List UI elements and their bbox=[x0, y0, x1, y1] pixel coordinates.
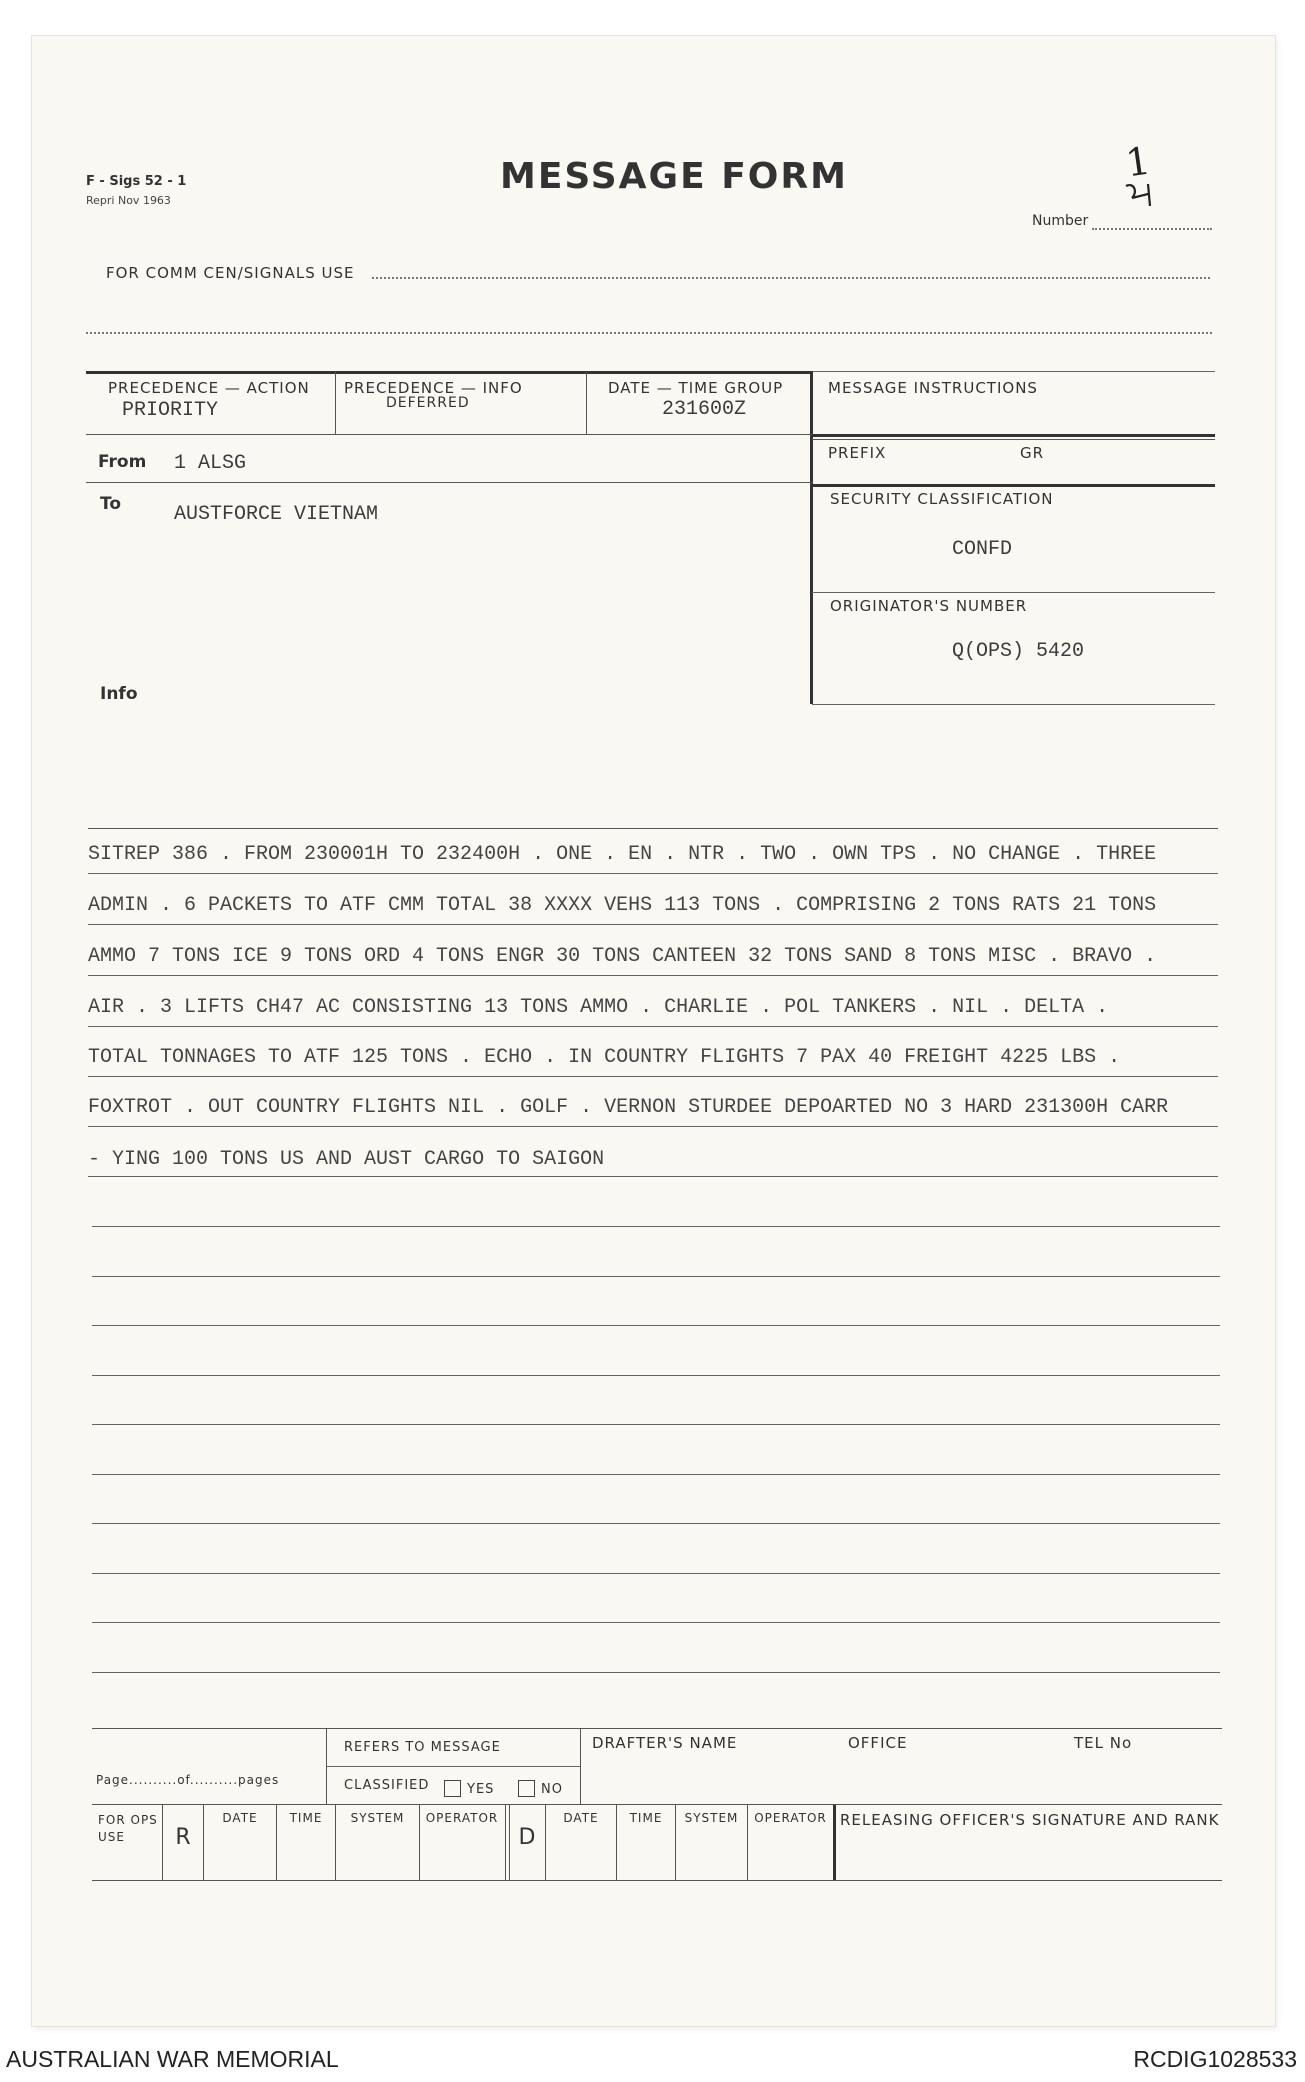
ops-use-top-rule bbox=[92, 1804, 1222, 1805]
d-operator-label: OPERATOR bbox=[754, 1811, 827, 1825]
comm-cen-label: FOR COMM CEN/SIGNALS USE bbox=[106, 264, 355, 282]
d-system-label: SYSTEM bbox=[684, 1811, 739, 1825]
dtg-value: 231600Z bbox=[662, 398, 747, 421]
blank-rule-2 bbox=[92, 1276, 1220, 1277]
d-date-label: DATE bbox=[563, 1811, 599, 1825]
handwritten-number-mark: 1 bbox=[1123, 138, 1154, 186]
dtg-label: DATE — TIME GROUP bbox=[608, 379, 784, 397]
precedence-divider-2 bbox=[586, 372, 587, 434]
body-line-4: AIR . 3 LIFTS CH47 AC CONSISTING 13 TONS AMMO . CHARLIE . POL TANKERS . NIL . DELTA . bbox=[88, 996, 1109, 1019]
gr-label: GR bbox=[1020, 444, 1045, 462]
precedence-top-border bbox=[86, 371, 812, 374]
no-checkbox[interactable] bbox=[518, 1780, 535, 1797]
instructions-top-border bbox=[812, 371, 1215, 372]
body-rule-7 bbox=[88, 1176, 1218, 1177]
originators-number-label: ORIGINATOR'S NUMBER bbox=[830, 597, 1028, 615]
security-classification-value: CONFD bbox=[952, 538, 1013, 561]
comm-cen-line-1 bbox=[372, 277, 1210, 279]
form-code: F - Sigs 52 - 1 bbox=[86, 174, 187, 189]
from-bottom-border bbox=[86, 482, 812, 483]
form-reprint-date: Repri Nov 1963 bbox=[86, 194, 171, 207]
to-label: To bbox=[100, 494, 122, 514]
classified-label: CLASSIFIED bbox=[344, 1778, 430, 1793]
body-rule-3 bbox=[88, 975, 1218, 976]
body-line-3: AMMO 7 TONS ICE 9 TONS ORD 4 TONS ENGR 30 TONS CANTEEN 32 TONS SAND 8 TONS MISC . BRAVO . bbox=[88, 945, 1157, 968]
form-title: MESSAGE FORM bbox=[500, 156, 848, 197]
body-line-1: SITREP 386 . FROM 230001H TO 232400H . ONE . EN . NTR . TWO . OWN TPS . NO CHANGE . THREE bbox=[88, 843, 1157, 866]
footer-institution: AUSTRALIAN WAR MEMORIAL bbox=[6, 2046, 339, 2072]
originators-number-value: Q(OPS) 5420 bbox=[952, 640, 1085, 663]
body-rule-2 bbox=[88, 924, 1218, 925]
d-label: D bbox=[518, 1825, 536, 1850]
tel-no-label: TEL No bbox=[1074, 1734, 1133, 1752]
body-line-6: FOXTROT . OUT COUNTRY FLIGHTS NIL . GOLF . VERNON STURDEE DEPOARTED NO 3 HARD 231300H CARR bbox=[88, 1096, 1169, 1119]
ops-col-6 bbox=[505, 1805, 506, 1880]
prefix-label: PREFIX bbox=[828, 444, 887, 462]
body-top-rule bbox=[88, 828, 1218, 829]
right-block-divider bbox=[810, 371, 813, 704]
number-label: Number bbox=[1032, 213, 1089, 229]
body-rule-4 bbox=[88, 1026, 1218, 1027]
bottom-block-top-rule bbox=[92, 1728, 1222, 1729]
page-of-pages: Page..........of..........pages bbox=[96, 1773, 280, 1787]
from-label: From bbox=[98, 452, 147, 472]
precedence-bottom-border bbox=[86, 434, 812, 435]
yes-checkbox[interactable] bbox=[444, 1780, 461, 1797]
info-label: Info bbox=[100, 684, 138, 704]
no-label: NO bbox=[541, 1782, 563, 1797]
r-operator-label: OPERATOR bbox=[425, 1811, 499, 1825]
to-value: AUSTFORCE VIETNAM bbox=[174, 503, 379, 526]
r-time-label: TIME bbox=[289, 1811, 323, 1825]
body-rule-6 bbox=[88, 1126, 1218, 1127]
footer-record-id: RCDIG1028533 bbox=[1133, 2046, 1297, 2072]
classified-no-option[interactable] bbox=[518, 1778, 563, 1797]
drafters-name-label: DRAFTER'S NAME bbox=[592, 1734, 738, 1752]
for-ops-use-label: FOR OPS USE bbox=[98, 1813, 158, 1844]
precedence-divider-1 bbox=[335, 372, 336, 434]
blank-rule-3 bbox=[92, 1325, 1220, 1326]
refers-right-border bbox=[580, 1729, 581, 1804]
refers-mid-rule bbox=[327, 1766, 580, 1767]
releasing-officer-label: RELEASING OFFICER'S SIGNATURE AND RANK bbox=[840, 1811, 1220, 1829]
ops-use-bottom-rule bbox=[92, 1880, 1222, 1881]
security-classification-label: SECURITY CLASSIFICATION bbox=[830, 490, 1054, 508]
from-value: 1 ALSG bbox=[174, 452, 247, 475]
blank-rule-9 bbox=[92, 1622, 1220, 1623]
blank-rule-5 bbox=[92, 1424, 1220, 1425]
body-line-7: - YING 100 TONS US AND AUST CARGO TO SAIGON bbox=[88, 1148, 605, 1171]
ops-col-11 bbox=[833, 1805, 836, 1880]
ops-col-1 bbox=[162, 1805, 163, 1880]
instructions-bottom-border bbox=[812, 434, 1215, 437]
r-label: R bbox=[175, 1825, 191, 1850]
security-bottom-border bbox=[812, 592, 1215, 593]
originator-bottom-border bbox=[812, 704, 1215, 705]
blank-rule-6 bbox=[92, 1474, 1220, 1475]
r-system-label: SYSTEM bbox=[350, 1811, 405, 1825]
prefix-bottom-border bbox=[812, 484, 1215, 487]
blank-rule-8 bbox=[92, 1573, 1220, 1574]
r-date-label: DATE bbox=[222, 1811, 258, 1825]
blank-rule-1 bbox=[92, 1226, 1220, 1227]
precedence-info-label: PRECEDENCE — INFO bbox=[344, 379, 523, 397]
body-rule-5 bbox=[88, 1076, 1218, 1077]
message-instructions-label: MESSAGE INSTRUCTIONS bbox=[828, 379, 1038, 397]
number-field-line bbox=[1092, 228, 1212, 230]
body-rule-1 bbox=[88, 873, 1218, 874]
refers-to-message-label: REFERS TO MESSAGE bbox=[344, 1740, 501, 1755]
precedence-info-deferred: DEFERRED bbox=[386, 395, 470, 411]
precedence-action-label: PRECEDENCE — ACTION bbox=[108, 379, 310, 397]
yes-label: YES bbox=[467, 1782, 495, 1797]
d-time-label: TIME bbox=[629, 1811, 663, 1825]
handwritten-scribble-icon bbox=[1120, 178, 1160, 218]
blank-rule-10 bbox=[92, 1672, 1220, 1673]
office-label: OFFICE bbox=[848, 1734, 908, 1752]
blank-rule-4 bbox=[92, 1375, 1220, 1376]
body-line-2: ADMIN . 6 PACKETS TO ATF CMM TOTAL 38 XXXX VEHS 113 TONS . COMPRISING 2 TONS RATS 21 TONS bbox=[88, 894, 1157, 917]
instructions-bottom-border-2 bbox=[812, 439, 1215, 440]
classified-yes-option[interactable] bbox=[444, 1778, 494, 1797]
comm-cen-line-2 bbox=[86, 332, 1212, 334]
precedence-action-value: PRIORITY bbox=[122, 399, 219, 422]
body-line-5: TOTAL TONNAGES TO ATF 125 TONS . ECHO . IN COUNTRY FLIGHTS 7 PAX 40 FREIGHT 4225 LBS . bbox=[88, 1046, 1121, 1069]
blank-rule-7 bbox=[92, 1523, 1220, 1524]
